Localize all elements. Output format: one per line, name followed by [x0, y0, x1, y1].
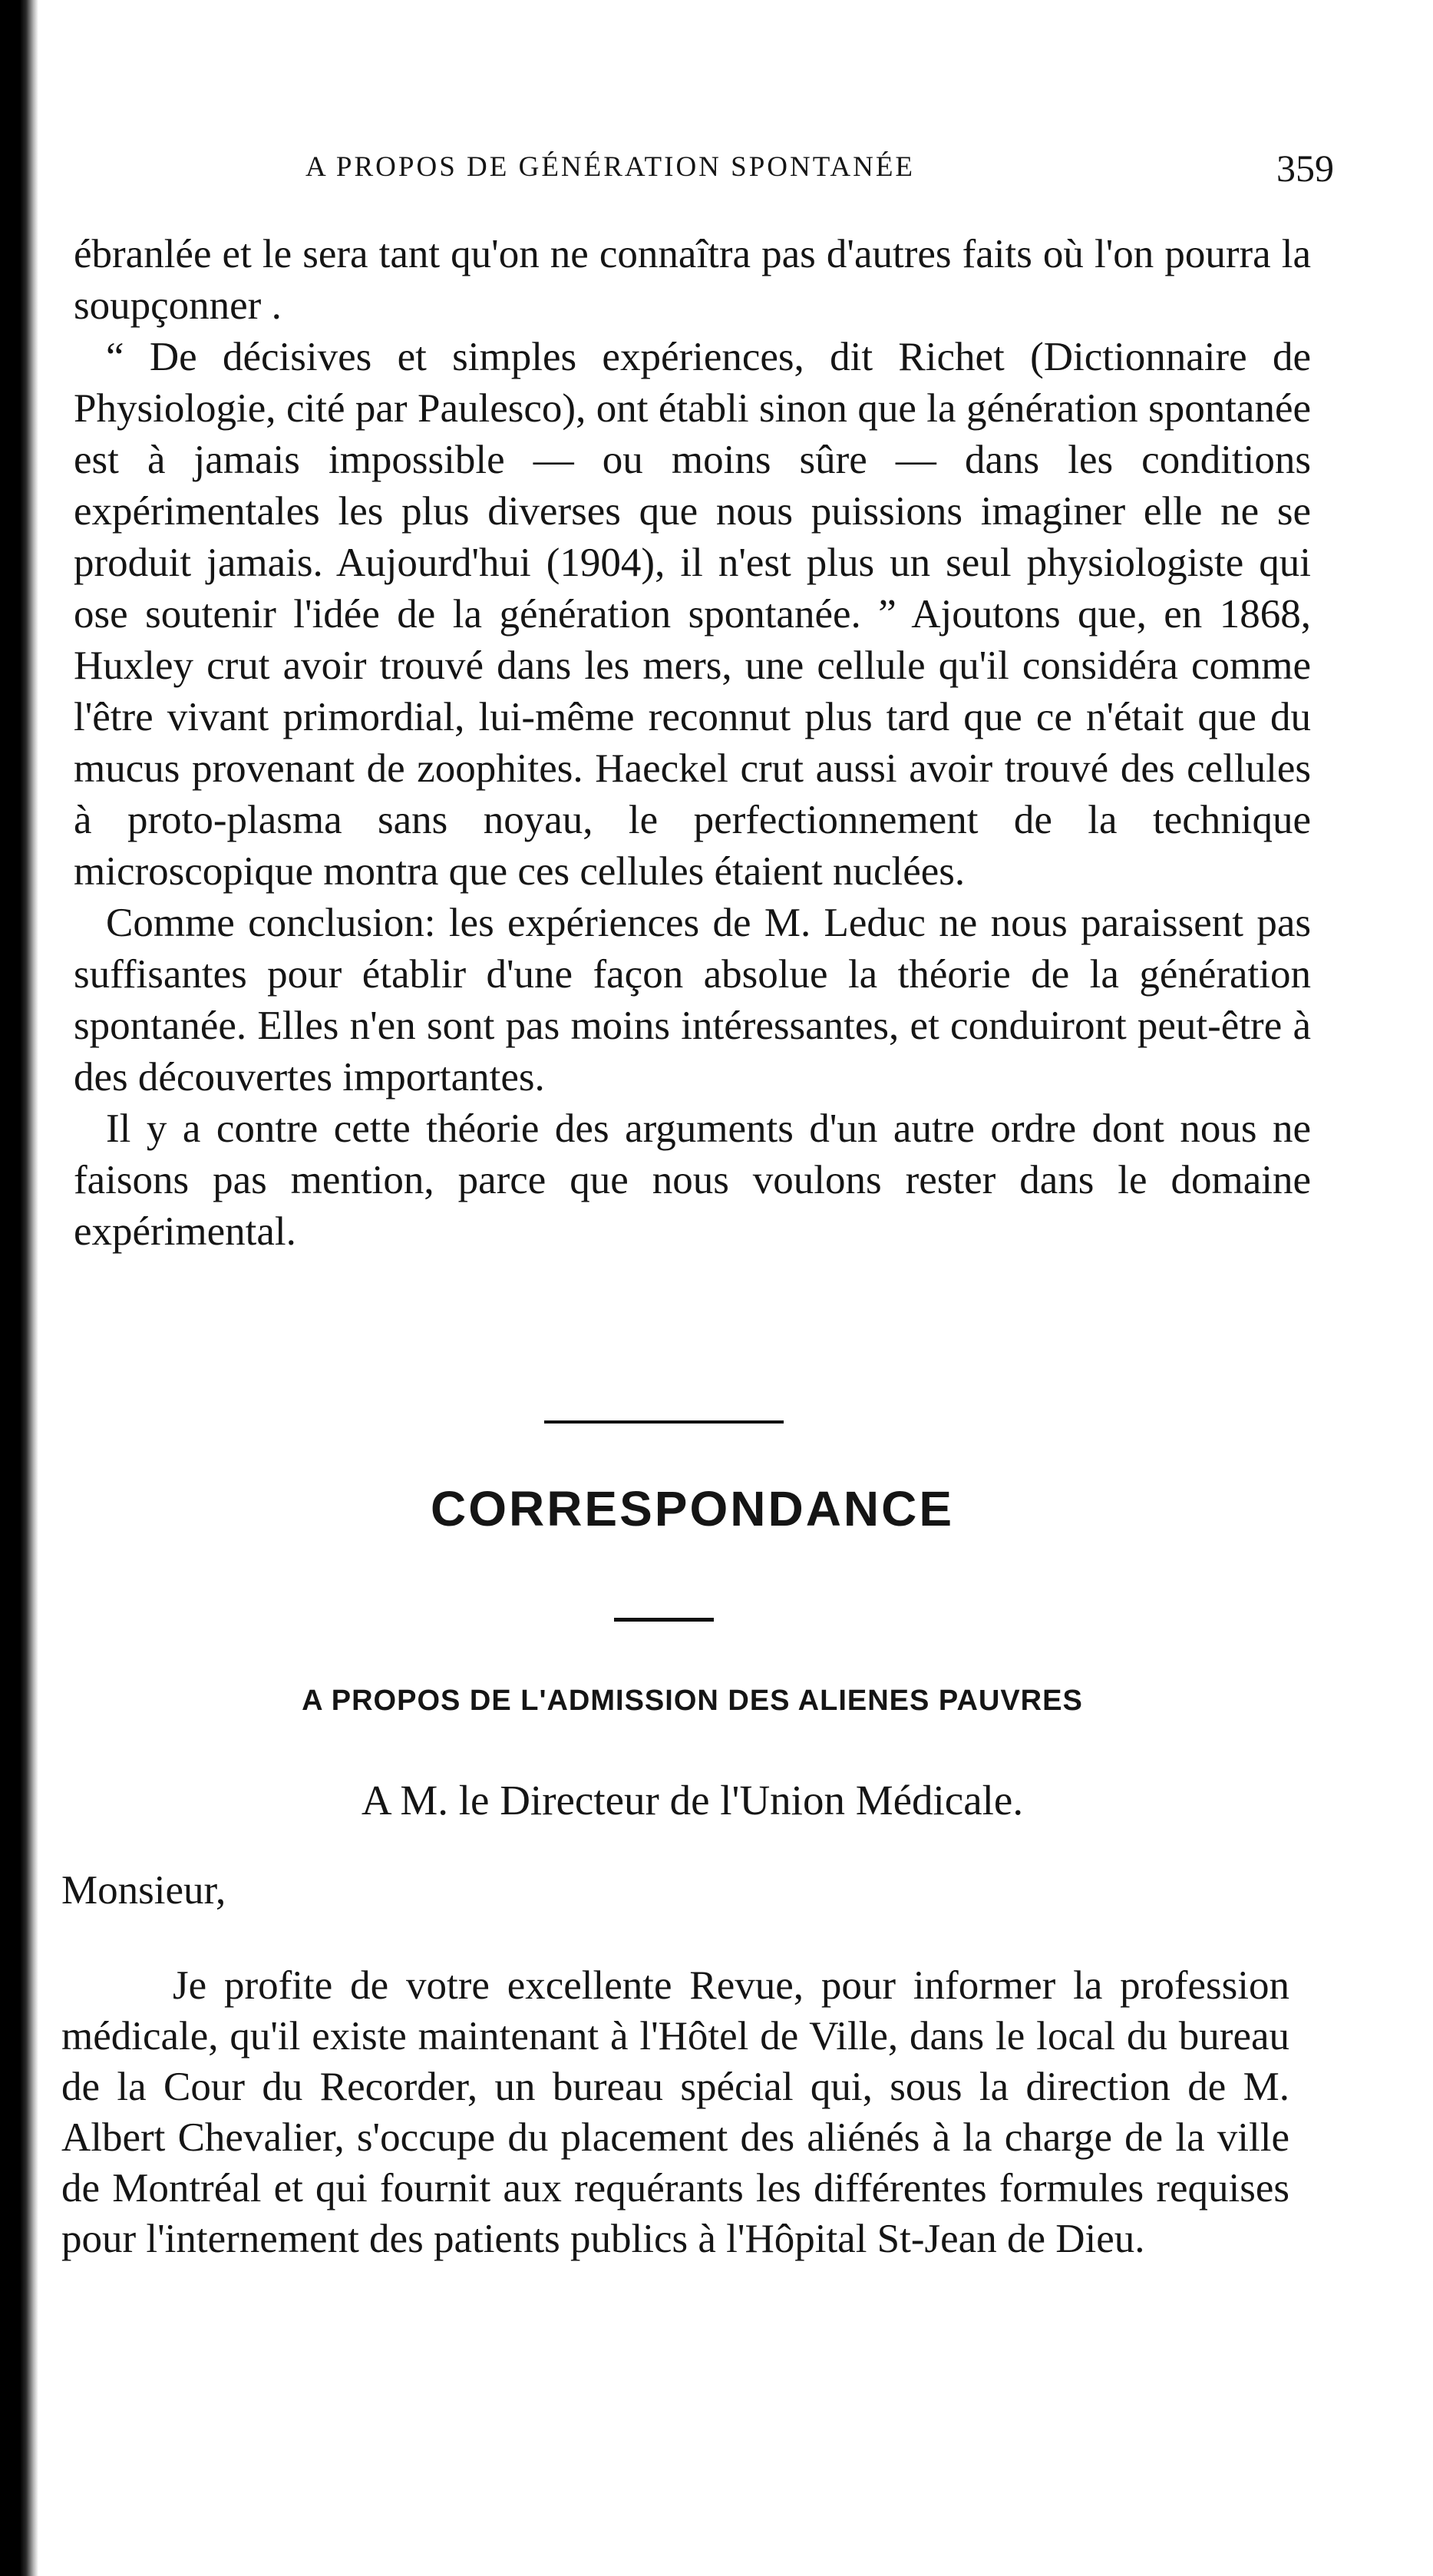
- running-head: [305, 146, 1334, 192]
- letter-paragraph: Je profite de votre excellente Revue, pour informer la profession médicale, qu'il existe maintenant à l'Hôtel de Ville, dans le local du bureau de la Cour du Recorder, un bureau spécial qui, sous la direction de M. Albert Chevalier, s'occupe du placement des aliénés à la charge de la ville de Montréal et qui fournit aux requérants les différentes formules requises pour l'internement des patients publics à l'Hôpital St-Jean de Dieu.: [61, 1963, 1289, 2261]
- section-divider-rule: [544, 1420, 784, 1424]
- letter-salutation: Monsieur,: [61, 1868, 226, 1913]
- scanned-binding-edge: [0, 0, 38, 2576]
- section-title: CORRESPONDANCE: [430, 1481, 955, 1536]
- paragraph-conclusion: Comme conclusion: les expériences de M. Leduc ne nous paraissent pas suffisantes pour établir d'une façon absolue la théorie de la génération spontanée. Elles n'en sont pas moins intéressantes, et conduiront peut-être à des découvertes importantes.: [74, 901, 1311, 1100]
- paragraph-other-arguments: Il y a contre cette théorie des arguments d'un autre ordre dont nous ne faisons pas mention, parce que nous voulons rester dans le domaine expérimental.: [74, 1106, 1311, 1254]
- letter-addressee: A M. le Directeur de l'Union Médicale.: [361, 1777, 1024, 1824]
- subsection-title: A PROPOS DE L'ADMISSION DES ALIENES PAUVRES: [302, 1685, 1083, 1717]
- running-head-title: A PROPOS DE GÉNÉRATION SPONTANÉE: [305, 151, 916, 183]
- paragraph-continuation: ébranlée et le sera tant qu'on ne connaîtra pas d'autres faits où l'on pourra la soupçonner .: [74, 232, 1311, 328]
- letter-body: [61, 1960, 1289, 2264]
- paragraph-richet-quote: “ De décisives et simples expériences, dit Richet (Dictionnaire de Physiologie, cité par Paulesco), ont établi sinon que la génération spontanée est à jamais impossible — ou moins sûre — dans les conditions expérimentales les plus diverses que nous puissions imaginer elle ne se produit jamais. Aujourd'hui (1904), il n'est plus un seul physiologiste qui ose soutenir l'idée de la génération spontanée. ” Ajoutons que, en 1868, Huxley crut avoir trouvé dans les mers, une cellule qu'il considéra comme l'être vivant primordial, lui-même reconnut plus tard que ce n'était que du mucus provenant de zoophites. Haeckel crut aussi avoir trouvé des cellules à proto-plasma sans noyau, le perfectionnement de la technique microscopique montra que ces cellules étaient nuclées.: [74, 335, 1311, 894]
- title-underline-rule: [614, 1618, 714, 1622]
- article-body: [74, 229, 1311, 1258]
- page-number: 359: [1276, 147, 1334, 190]
